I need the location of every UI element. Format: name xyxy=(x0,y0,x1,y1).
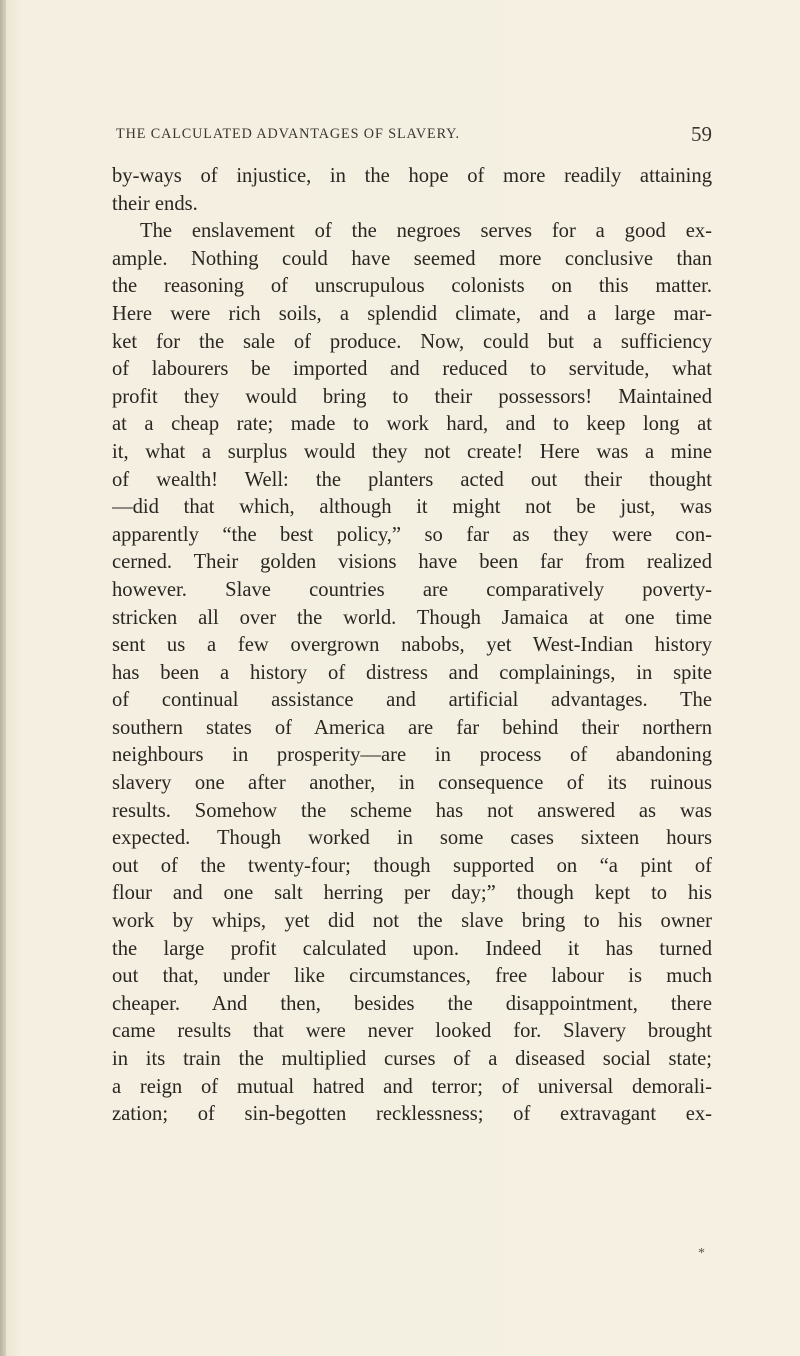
body-text xyxy=(112,163,712,1129)
text-line: ket for the sale of produce. Now, could but a sufficiency xyxy=(112,330,712,353)
text-line: at a cheap rate; made to work hard, and to keep long at xyxy=(112,413,712,436)
text-line: of wealth! Well: the planters acted out their thought xyxy=(112,468,712,491)
page-number: 59 xyxy=(691,122,712,146)
text-line: —did that which, although it might not be just, was xyxy=(112,496,712,519)
text-line: neighbours in prosperity—are in process of abandoning xyxy=(112,744,712,767)
text-line: a reign of mutual hatred and terror; of universal demorali- xyxy=(112,1075,712,1098)
text-line: it, what a surplus would they not create! Here was a mine xyxy=(112,440,712,463)
text-line: results. Somehow the scheme has not answered as was xyxy=(112,799,712,822)
text-line: southern states of America are far behind their northern xyxy=(112,716,712,739)
text-line: expected. Though worked in some cases sixteen hours xyxy=(112,827,712,850)
text-line: profit they would bring to their possessors! Maintained xyxy=(112,385,712,408)
text-line: flour and one salt herring per day;” though kept to his xyxy=(112,882,712,905)
binding-edge xyxy=(0,0,6,1356)
running-head xyxy=(110,122,712,152)
text-line: however. Slave countries are comparatively poverty- xyxy=(112,578,712,601)
text-line: cheaper. And then, besides the disappointment, there xyxy=(112,992,712,1015)
text-line: out of the twenty-four; though supported on “a pint of xyxy=(112,854,712,877)
text-line: of labourers be imported and reduced to servitude, what xyxy=(112,358,712,381)
text-line: out that, under like circumstances, free labour is much xyxy=(112,965,712,988)
text-line: has been a history of distress and complainings, in spite xyxy=(112,661,712,684)
text-line: in its train the multiplied curses of a diseased social state; xyxy=(112,1048,712,1070)
text-line: stricken all over the world. Though Jamaica at one time xyxy=(112,606,712,629)
text-line: by-ways of injustice, in the hope of more readily attaining xyxy=(112,165,712,187)
text-line: sent us a few overgrown nabobs, yet West-Indian history xyxy=(112,634,712,657)
running-title: THE CALCULATED ADVANTAGES OF SLAVERY. xyxy=(116,126,460,142)
text-line: work by whips, yet did not the slave bring to his owner xyxy=(112,910,712,933)
text-line: Here were rich soils, a splendid climate, and a large mar- xyxy=(112,302,712,325)
text-line: the reasoning of unscrupulous colonists on this matter. xyxy=(112,275,712,298)
text-line: The enslavement of the negroes serves for a good ex- xyxy=(140,220,712,243)
text-line: apparently “the best policy,” so far as they were con- xyxy=(112,523,712,546)
text-line: came results that were never looked for. Slavery brought xyxy=(112,1020,712,1043)
text-line: cerned. Their golden visions have been far from realized xyxy=(112,551,712,574)
text-line: of continual assistance and artificial advantages. The xyxy=(112,689,712,712)
text-line: zation; of sin-begotten recklessness; of extravagant ex- xyxy=(112,1103,712,1126)
text-line: ample. Nothing could have seemed more conclusive than xyxy=(112,247,712,270)
text-line: slavery one after another, in consequence of its ruinous xyxy=(112,772,712,795)
text-line: their ends. xyxy=(112,192,198,215)
signature-mark: * xyxy=(698,1246,705,1261)
text-line: the large profit calculated upon. Indeed it has turned xyxy=(112,937,712,960)
